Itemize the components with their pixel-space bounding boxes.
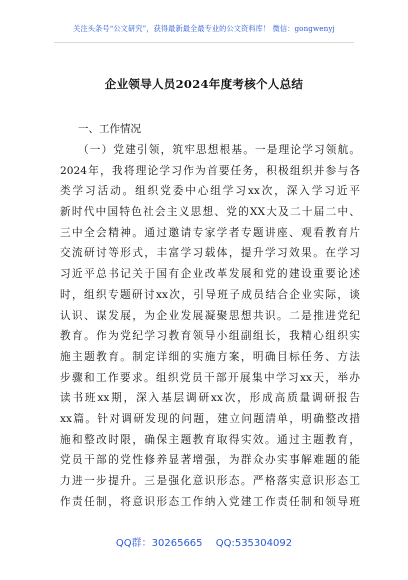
body-line: 交流研讨等形式，丰富学习载体，提升学习效果。在学习: [60, 247, 360, 260]
body-line: 作责任制，将意识形态工作纳入党建工作责任制和领导班: [60, 495, 360, 508]
body-line: 类学习活动。组织党委中心组学习xx次，深入学习近平: [60, 185, 360, 198]
body-line: 认识、谋发展，为企业发展凝聚思想共识。二是推进党纪: [60, 309, 360, 322]
body-line: 三中全会精神。通过邀请专家学者专题讲座、观看教育片: [60, 226, 360, 239]
body-line: 习近平总书记关于国有企业改革发展和党的建设重要论述: [60, 268, 360, 281]
body-line: 力进一步提升。三是强化意识形态。严格落实意识形态工: [60, 475, 360, 487]
header-banner: 关注头条号“公文研究”，获得最新最全最专业的公文资料库！ 微信：gongwenyj: [73, 24, 335, 33]
body-line: 步骤和工作要求。组织党员干部开展集中学习xx天，举办: [60, 371, 360, 384]
body-line: 党员干部的党性修养显著增强，为群众办实事解难题的能: [60, 454, 360, 467]
footer-qq-number: QQ:535304092: [215, 538, 293, 549]
document-title: 企业领导人员2024年度考核个人总结: [104, 77, 304, 91]
body-line: 施主题教育。制定详细的实施方案，明确目标任务、方法: [60, 350, 360, 363]
body-line: xx篇。针对调研发现的问题，建立问题清单，明确整改措: [60, 412, 360, 425]
body-line: 新时代中国特色社会主义思想、党的XX大及二十届二中、: [60, 206, 360, 219]
body-line: 2024年，我将理论学习作为首要任务，积极组织并参与各: [60, 164, 360, 177]
body-line: 读书班xx期，深入基层调研xx次，形成高质量调研报告: [60, 392, 360, 405]
body-line: 时，组织专题研讨xx次，引导班子成员结合企业实际，谈: [60, 288, 360, 301]
section-heading: 一、工作情况: [78, 123, 141, 135]
header-divider: [54, 42, 354, 43]
footer-qq-group: QQ群：30265665: [115, 538, 203, 549]
body-text: [60, 140, 360, 512]
body-line: 施和整改时限，确保主题教育取得实效。通过主题教育，: [60, 433, 360, 446]
body-line: 教育。作为党纪学习教育领导小组副组长，我精心组织实: [60, 330, 360, 343]
body-line: （一）党建引领，筑牢思想根基。一是理论学习领航。: [78, 144, 360, 156]
footer-contact: [0, 534, 408, 549]
